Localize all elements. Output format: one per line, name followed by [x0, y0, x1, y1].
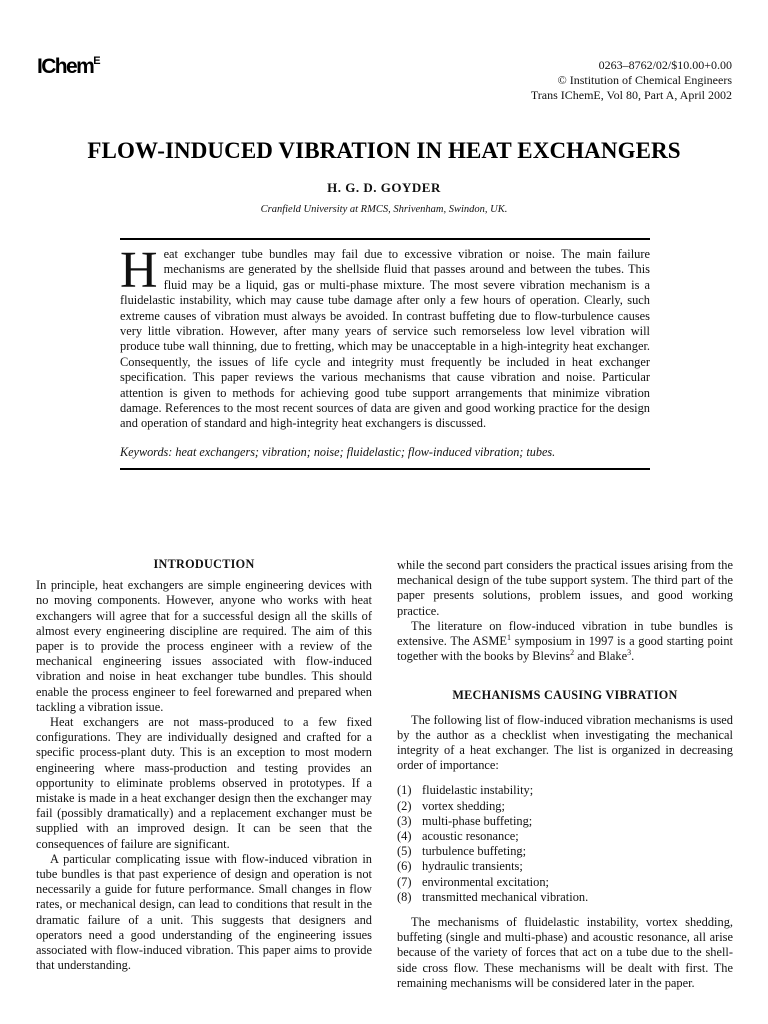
- abstract-text: Heat exchanger tube bundles may fail due to excessive vibration or noise. The main failure mechanisms are generated by the shellside fluid that passes around and between the tubes. This fluid may be a liquid, gas or multi-phase mixture. The most severe vibration mechanism is a fluidelastic instability, which may cause tube damage after only a few hours of operation. Clearly, such extreme causes of vibration must always be avoided. In contrast buffeting due to flow-turbulence causes very little vibration. However, after many years of service such remorseless low level vibration will produce tube wall thinning, due to fretting, which may be unacceptable in a high-integrity heat exchanger. Consequently, the issues of life cycle and integrity must frequently be included in heat exchanger specification. This paper reviews the various mechanisms that cause vibration and noise. Particular attention is given to methods for achieving good tube support arrangements that minimize vibration damage. References to the most recent sources of data are given and good working practice for the design and operation of standard and high-integrity heat exchangers is discussed.: [120, 242, 650, 431]
- right-column: [397, 558, 733, 991]
- list-item: (7) environmental excitation;: [397, 874, 549, 889]
- mechanisms-heading: MECHANISMS CAUSING VIBRATION: [452, 688, 678, 703]
- author-affiliation: Cranfield University at RMCS, Shrivenham, Swindon, UK.: [260, 204, 508, 215]
- list-item: (3) multi-phase buffeting;: [397, 813, 533, 828]
- introduction-heading: INTRODUCTION: [153, 557, 255, 571]
- keywords: Keywords: heat exchangers; vibration; noise; fluidelastic; flow-induced vibration; tubes.: [120, 444, 556, 459]
- intro-paragraph-2: Heat exchangers are not mass-produced to a few fixed configurations. They are individually designed and crafted for a specific process-plant duty. This is an exception to most modern engineering where mass-production and testing provides an opportunity to eliminate problems observed in prototypes. If a mistake is made in a heat exchanger design then the exchanger may fail (possibly dramatically) and a replacement exchanger must be supplied with an improved design. It can be seen that the consequences of failure are significant.: [36, 715, 372, 851]
- paper-title: FLOW-INDUCED VIBRATION IN HEAT EXCHANGERS: [87, 138, 681, 163]
- mechanisms-list: [397, 783, 733, 905]
- reference-2[interactable]: 2: [570, 648, 575, 658]
- abstract-dropcap: H: [120, 242, 158, 299]
- intro-paragraph-3: A particular complicating issue with flow-induced vibration in tube bundles is that past experience of design and operation is not necessarily a guide for future performance. Small changes in flow rates, or mechanical design, can lead to conditions that result in the dramatic failure of a unit. This suggests that designers and operators need a good understanding of the engineering issues associated with flow-induced vibration. This paper aims to provide that understanding.: [36, 851, 372, 973]
- journal-citation: Trans IChemE, Vol 80, Part A, April 2002: [530, 88, 732, 102]
- list-item: (8) transmitted mechanical vibration.: [397, 889, 589, 904]
- list-item: (6) hydraulic transients;: [397, 859, 523, 874]
- mechanisms-paragraph-2: The mechanisms of fluidelastic instability, vortex shedding, buffeting (single and multi-phase) and acoustic resonance, all arise because of the variety of forces that act on a tube due to the shell-side cross flow. These mechanisms will be dealt with first. The remaining mechanisms will be considered later in the paper.: [397, 915, 733, 990]
- mechanisms-intro-paragraph: The following list of flow-induced vibration mechanisms is used by the author as a checklist when investigating the mechanical integrity of a heat exchanger. The list is organized in decreasing order of importance:: [397, 712, 733, 773]
- list-item: (5) turbulence buffeting;: [397, 844, 527, 859]
- icheme-logo: IChem$^E$: [37, 55, 101, 78]
- literature-paragraph: The literature on flow-induced vibration in tube bundles is extensive. The ASME$^1$ symposium in 1997 is a good starting point together with the books by Blevins$^2$ and Blake$^3$.: [397, 618, 733, 664]
- abstract-block: [120, 238, 650, 470]
- issn-code: 0263–8762/02/$10.00+0.00: [598, 58, 732, 72]
- reference-3[interactable]: 3: [627, 648, 632, 658]
- list-item: (2) vortex shedding;: [397, 798, 505, 813]
- reference-1[interactable]: 1: [506, 632, 511, 642]
- left-column: [36, 557, 372, 973]
- copyright-line: © Institution of Chemical Engineers: [557, 73, 732, 87]
- right-paragraph-1: while the second part considers the practical issues arising from the mechanical design of the tube support system. The third part of the paper presents solutions, problem issues, and good working practice.: [397, 558, 733, 618]
- intro-paragraph-1: In principle, heat exchangers are simple engineering devices with no moving components. However, anyone who works with heat exchangers will agree that for a successful design all the skills of almost every engineering discipline are required. The aim of this paper is to provide the process engineer with a review of the mechanical engineering issues associated with flow-induced vibration and noise in heat exchanger tube bundles. This should enable the process engineer to feel forewarned and prepared when tackling a vibration issue.: [36, 578, 372, 714]
- author-name: H. G. D. GOYDER: [327, 180, 441, 195]
- journal-meta: [531, 58, 732, 103]
- list-item: (4) acoustic resonance;: [397, 829, 519, 844]
- list-item: (1) fluidelastic instability;: [397, 783, 534, 798]
